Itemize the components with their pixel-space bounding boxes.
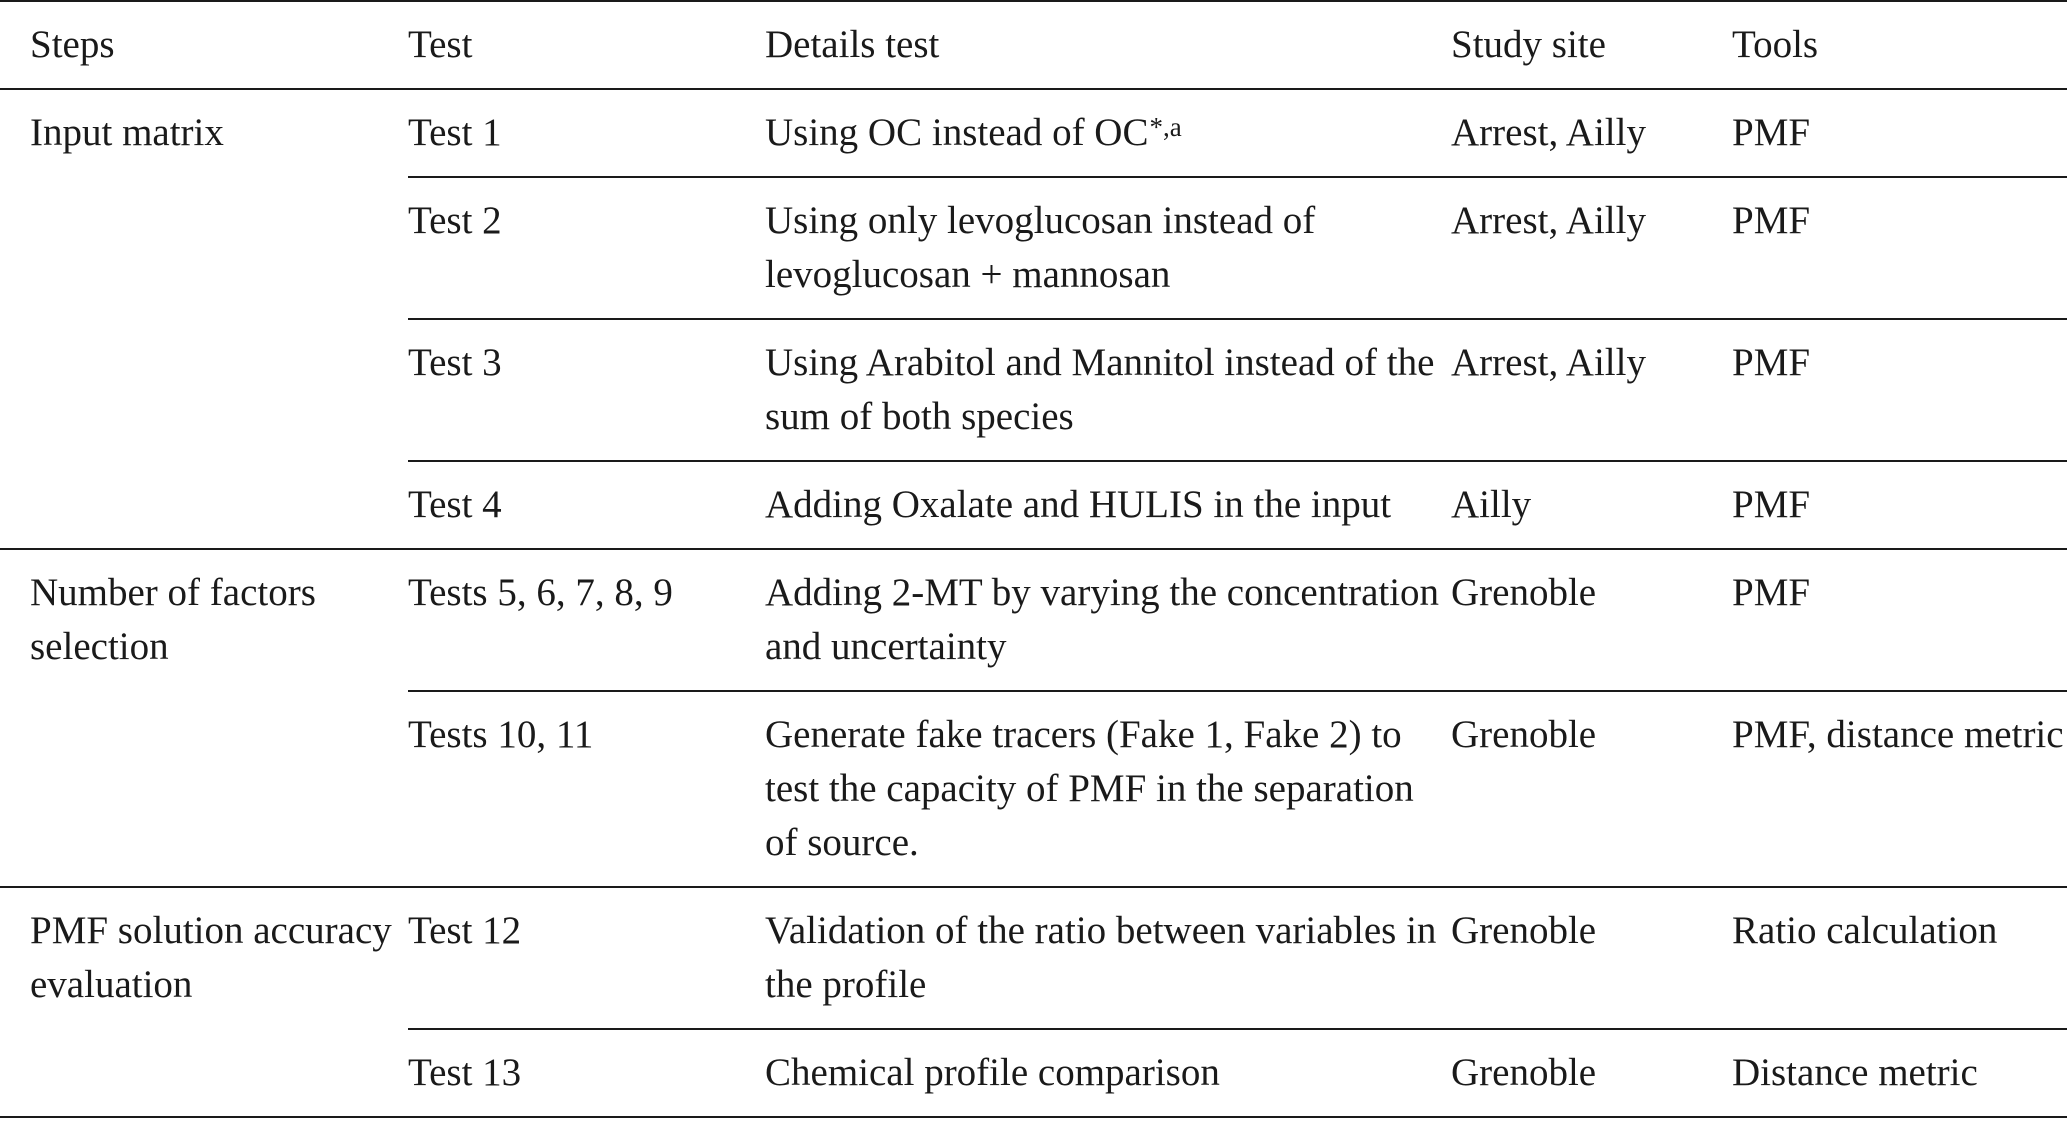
details-superscript: *,a (1149, 112, 1182, 142)
tools-cell: PMF (1732, 89, 2067, 177)
header-tools: Tools (1732, 1, 2067, 89)
tools-cell: PMF (1732, 549, 2067, 691)
test-cell: Test 13 (408, 1029, 765, 1117)
step-cell-number-of-factors: Number of factors selection (0, 549, 408, 887)
details-cell (765, 89, 1451, 177)
header-row (0, 1, 2067, 89)
site-cell: Ailly (1451, 461, 1732, 549)
test-cell: Test 1 (408, 89, 765, 177)
site-cell: Grenoble (1451, 691, 1732, 887)
site-cell: Grenoble (1451, 1029, 1732, 1117)
table-row (0, 89, 2067, 177)
details-cell: Adding Oxalate and HULIS in the input (765, 461, 1451, 549)
test-cell: Test 12 (408, 887, 765, 1029)
test-cell: Test 4 (408, 461, 765, 549)
details-cell: Validation of the ratio between variables in the profile (765, 887, 1451, 1029)
table-row (0, 887, 2067, 1029)
header-study-site: Study site (1451, 1, 1732, 89)
details-cell: Chemical profile comparison (765, 1029, 1451, 1117)
tools-cell: PMF (1732, 319, 2067, 461)
details-cell: Adding 2-MT by varying the concentration and uncertainty (765, 549, 1451, 691)
step-cell-pmf-accuracy: PMF solution accuracy evaluation (0, 887, 408, 1117)
tools-cell: Ratio calculation (1732, 887, 2067, 1029)
tools-cell: PMF (1732, 177, 2067, 319)
header-details: Details test (765, 1, 1451, 89)
tools-cell: PMF (1732, 461, 2067, 549)
tools-cell: Distance metric (1732, 1029, 2067, 1117)
site-cell: Grenoble (1451, 549, 1732, 691)
details-cell: Using only levoglucosan instead of levoglucosan + mannosan (765, 177, 1451, 319)
test-cell: Test 2 (408, 177, 765, 319)
details-text: Using OC instead of OC (765, 111, 1149, 154)
header-steps: Steps (0, 1, 408, 89)
step-cell-input-matrix: Input matrix (0, 89, 408, 549)
details-cell: Generate fake tracers (Fake 1, Fake 2) to test the capacity of PMF in the separation of source. (765, 691, 1451, 887)
test-cell: Tests 5, 6, 7, 8, 9 (408, 549, 765, 691)
header-test: Test (408, 1, 765, 89)
test-cell: Test 3 (408, 319, 765, 461)
test-cell: Tests 10, 11 (408, 691, 765, 887)
site-cell: Arrest, Ailly (1451, 319, 1732, 461)
site-cell: Arrest, Ailly (1451, 177, 1732, 319)
site-cell: Arrest, Ailly (1451, 89, 1732, 177)
tools-cell: PMF, distance metric (1732, 691, 2067, 887)
details-cell: Using Arabitol and Mannitol instead of the sum of both species (765, 319, 1451, 461)
site-cell: Grenoble (1451, 887, 1732, 1029)
table-row (0, 549, 2067, 691)
